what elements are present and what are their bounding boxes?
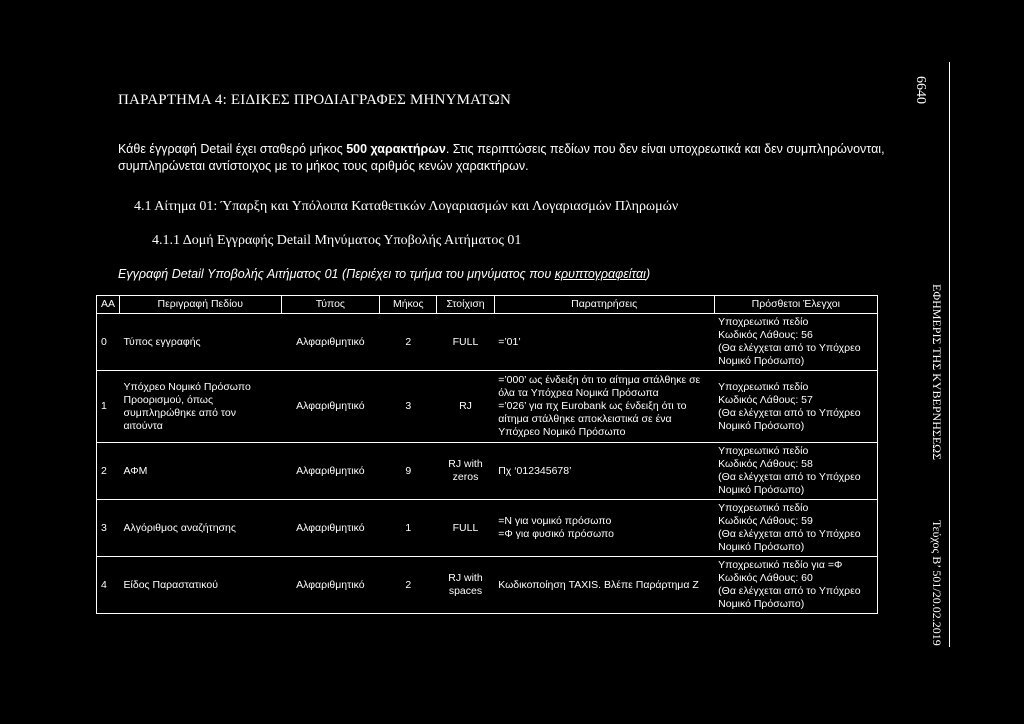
cell-type: Αλφαριθμητικό xyxy=(281,443,380,500)
intro-paragraph xyxy=(118,141,908,175)
cell-checks: Υποχρεωτικό πεδίο Κωδικός Λάθους: 58 (Θα ελέγχεται από το Υπόχρεο Νομικό Πρόσωπο) xyxy=(714,443,877,500)
cell-length: 1 xyxy=(380,500,437,557)
appendix-title: ΠΑΡΑΡΤΗΜΑ 4: ΕΙΔΙΚΕΣ ΠΡΟΔΙΑΓΡΑΦΕΣ ΜΗΝΥΜΑΤΩΝ xyxy=(118,92,512,108)
cell-description: Υπόχρεο Νομικό Πρόσωπο Προορισμού, όπως συμπληρώθηκε από τον αιτούντα xyxy=(120,371,281,443)
cell-notes: Πχ ‘012345678’ xyxy=(494,443,714,500)
margin-rule xyxy=(949,62,950,647)
cell-alignment: RJ with zeros xyxy=(437,443,494,500)
field-spec-table xyxy=(96,295,878,614)
table-header-row xyxy=(97,296,878,314)
caption-main: Εγγραφή Detail Υποβολής Αιτήματος 01 (Περιέχει το τμήμα του μηνύματος που xyxy=(118,267,555,281)
cell-description: Είδος Παραστατικού xyxy=(120,557,281,614)
cell-length: 3 xyxy=(380,371,437,443)
table-row xyxy=(97,500,878,557)
intro-bold: 500 χαρακτήρων xyxy=(346,142,446,156)
cell-notes: =Ν για νομικό πρόσωπο =Φ για φυσικό πρόσωπο xyxy=(494,500,714,557)
gazette-running-title: ΕΦΗΜΕΡΙΣ ΤΗΣ ΚΥΒΕΡΝΗΣΕΩΣ xyxy=(930,284,944,461)
cell-alignment: RJ xyxy=(437,371,494,443)
cell-checks: Υποχρεωτικό πεδίο Κωδικός Λάθους: 56 (Θα ελέγχεται από το Υπόχρεο Νομικό Πρόσωπο) xyxy=(714,314,877,371)
header-type: Τύπος xyxy=(281,296,380,314)
header-alignment: Στοίχιση xyxy=(437,296,494,314)
cell-length: 9 xyxy=(380,443,437,500)
intro-text-2: . Στις περιπτώσεις πεδίων που δεν είναι υποχρεωτικά και δεν συμπληρώνονται, συμπληρώνεται αντίστοιχος με το μήκος τους αριθμός κενών χαρακτήρων. xyxy=(118,142,885,173)
header-notes: Παρατηρήσεις xyxy=(494,296,714,314)
cell-type: Αλφαριθμητικό xyxy=(281,500,380,557)
cell-type: Αλφαριθμητικό xyxy=(281,314,380,371)
header-length: Μήκος xyxy=(380,296,437,314)
subsection-title: 4.1.1 Δομή Εγγραφής Detail Μηνύματος Υποβολής Αιτήματος 01 xyxy=(152,233,522,248)
table-row xyxy=(97,314,878,371)
cell-aa: 2 xyxy=(97,443,120,500)
cell-description: ΑΦΜ xyxy=(120,443,281,500)
table-row xyxy=(97,557,878,614)
cell-checks: Υποχρεωτικό πεδίο Κωδικός Λάθους: 57 (Θα ελέγχεται από το Υπόχρεο Νομικό Πρόσωπο) xyxy=(714,371,877,443)
cell-aa: 1 xyxy=(97,371,120,443)
cell-aa: 0 xyxy=(97,314,120,371)
intro-text-1: Κάθε έγγραφή Detail έχει σταθερό μήκος xyxy=(118,142,347,156)
header-aa: ΑΑ xyxy=(97,296,120,314)
cell-aa: 3 xyxy=(97,500,120,557)
table-row xyxy=(97,371,878,443)
cell-type: Αλφαριθμητικό xyxy=(281,557,380,614)
cell-description: Αλγόριθμος αναζήτησης xyxy=(120,500,281,557)
header-checks: Πρόσθετοι Έλεγχοι xyxy=(714,296,877,314)
caption-underlined: κρυπτογραφείται xyxy=(554,267,646,281)
section-title: 4.1 Αίτημα 01: Ύπαρξη και Υπόλοιπα Καταθετικών Λογαριασμών και Λογαριασμών Πληρωμών xyxy=(134,199,679,214)
cell-length: 2 xyxy=(380,314,437,371)
record-caption xyxy=(118,267,650,281)
cell-aa: 4 xyxy=(97,557,120,614)
cell-notes: =’01’ xyxy=(494,314,714,371)
cell-alignment: FULL xyxy=(437,500,494,557)
cell-notes: =’000’ ως ένδειξη ότι το αίτημα στάλθηκε σε όλα τα Υπόχρεα Νομικά Πρόσωπα =’026’ για πχ Eurobank ως ένδειξη ότι το αίτημα στάλθηκε αποκλειστικά σε ένα Υπόχρεο Νομικό Πρόσωπο xyxy=(494,371,714,443)
cell-type: Αλφαριθμητικό xyxy=(281,371,380,443)
cell-checks: Υποχρεωτικό πεδίο για =Φ Κωδικός Λάθους: 60 (Θα ελέγχεται από το Υπόχρεο Νομικό Πρόσωπο) xyxy=(714,557,877,614)
cell-description: Τύπος εγγραφής xyxy=(120,314,281,371)
table-row xyxy=(97,443,878,500)
cell-notes: Κωδικοποίηση TAXIS. Βλέπε Παράρτημα Ζ xyxy=(494,557,714,614)
header-description: Περιγραφή Πεδίου xyxy=(120,296,281,314)
cell-alignment: FULL xyxy=(437,314,494,371)
gazette-issue: Τεύχος Β’ 501/20.02.2019 xyxy=(930,520,944,646)
cell-alignment: RJ with spaces xyxy=(437,557,494,614)
cell-checks: Υποχρεωτικό πεδίο Κωδικός Λάθους: 59 (Θα ελέγχεται από το Υπόχρεο Νομικό Πρόσωπο) xyxy=(714,500,877,557)
page-number: 6640 xyxy=(913,76,928,104)
cell-length: 2 xyxy=(380,557,437,614)
caption-end: ) xyxy=(645,267,651,281)
